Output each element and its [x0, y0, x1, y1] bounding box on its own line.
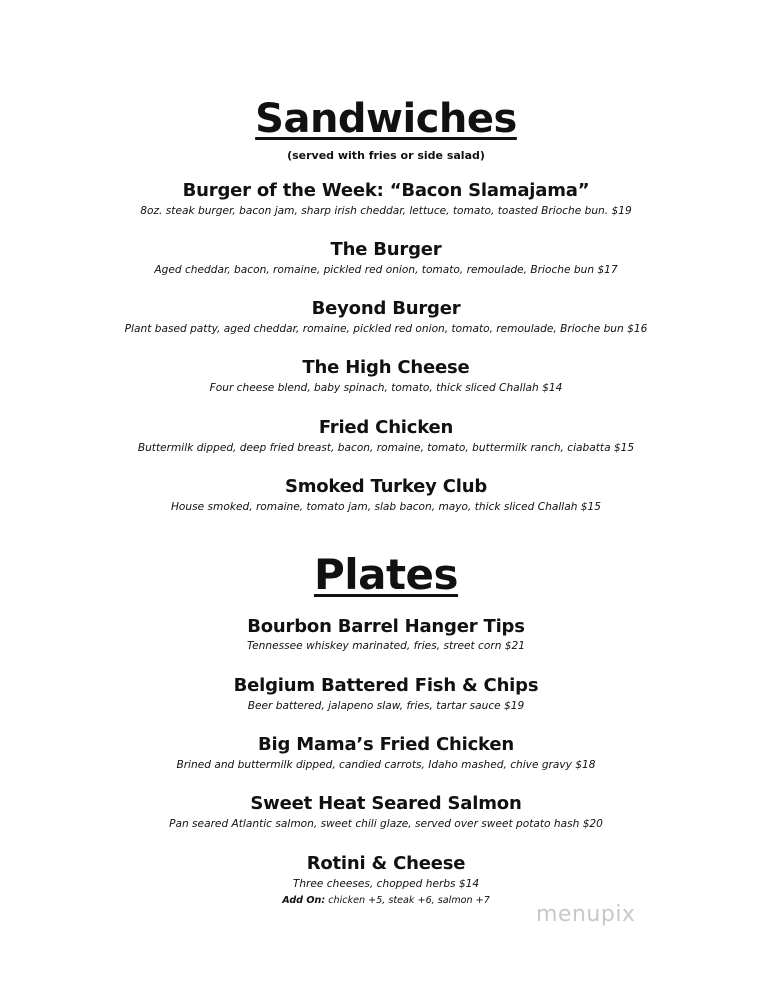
menu-item-desc: Buttermilk dipped, deep fried breast, bacon, romaine, tomato, buttermilk ranch, ciabatta $15 — [137, 442, 635, 454]
add-on-label: Add On: — [282, 895, 326, 906]
sandwiches-title: Sandwiches — [255, 96, 517, 142]
menu-item-name: Belgium Battered Fish & Chips — [233, 675, 539, 696]
menu-item-name: Beyond Burger — [311, 298, 461, 319]
menu-item-name: Sweet Heat Seared Salmon — [250, 793, 522, 814]
menu-item-name: Smoked Turkey Club — [284, 476, 488, 497]
add-on-line — [0, 895, 772, 906]
menu-item-name: Fried Chicken — [318, 417, 454, 438]
menu-item-name: Rotini & Cheese — [306, 853, 466, 874]
menu-item-name: The High Cheese — [302, 357, 470, 378]
menu-item-desc: Plant based patty, aged cheddar, romaine, pickled red onion, tomato, remoulade, Brioche bun $16 — [124, 323, 648, 335]
menu-item-desc: Brined and buttermilk dipped, candied carrots, Idaho mashed, chive gravy $18 — [176, 759, 596, 771]
add-on-options: chicken +5, steak +6, salmon +7 — [325, 895, 490, 906]
menu-item-desc: House smoked, romaine, tomato jam, slab bacon, mayo, thick sliced Challah $15 — [170, 501, 602, 513]
menu-item-desc: Three cheeses, chopped herbs $14 — [292, 878, 480, 890]
menu-item-desc: Four cheese blend, baby spinach, tomato, thick sliced Challah $14 — [209, 382, 563, 394]
menupix-watermark: menupix — [536, 902, 636, 927]
menu-item-desc: Aged cheddar, bacon, romaine, pickled red onion, tomato, remoulade, Brioche bun $17 — [154, 264, 618, 276]
menu-item-name: Burger of the Week: “Bacon Slamajama” — [182, 180, 590, 201]
menu-item-desc: Beer battered, jalapeno slaw, fries, tartar sauce $19 — [247, 700, 525, 712]
plates-title: Plates — [313, 550, 459, 599]
menu-item-name: The Burger — [330, 239, 442, 260]
menu-item-desc: Tennessee whiskey marinated, fries, street corn $21 — [247, 640, 525, 652]
menu-item-name: Big Mama’s Fried Chicken — [258, 734, 514, 755]
sandwiches-subtitle: (served with fries or side salad) — [287, 149, 485, 162]
menu-item-name: Bourbon Barrel Hanger Tips — [247, 616, 525, 637]
menu-item-desc: Pan seared Atlantic salmon, sweet chili glaze, served over sweet potato hash $20 — [169, 818, 603, 830]
menu-item-desc: 8oz. steak burger, bacon jam, sharp irish cheddar, lettuce, tomato, toasted Brioche bun. $19 — [140, 205, 632, 217]
